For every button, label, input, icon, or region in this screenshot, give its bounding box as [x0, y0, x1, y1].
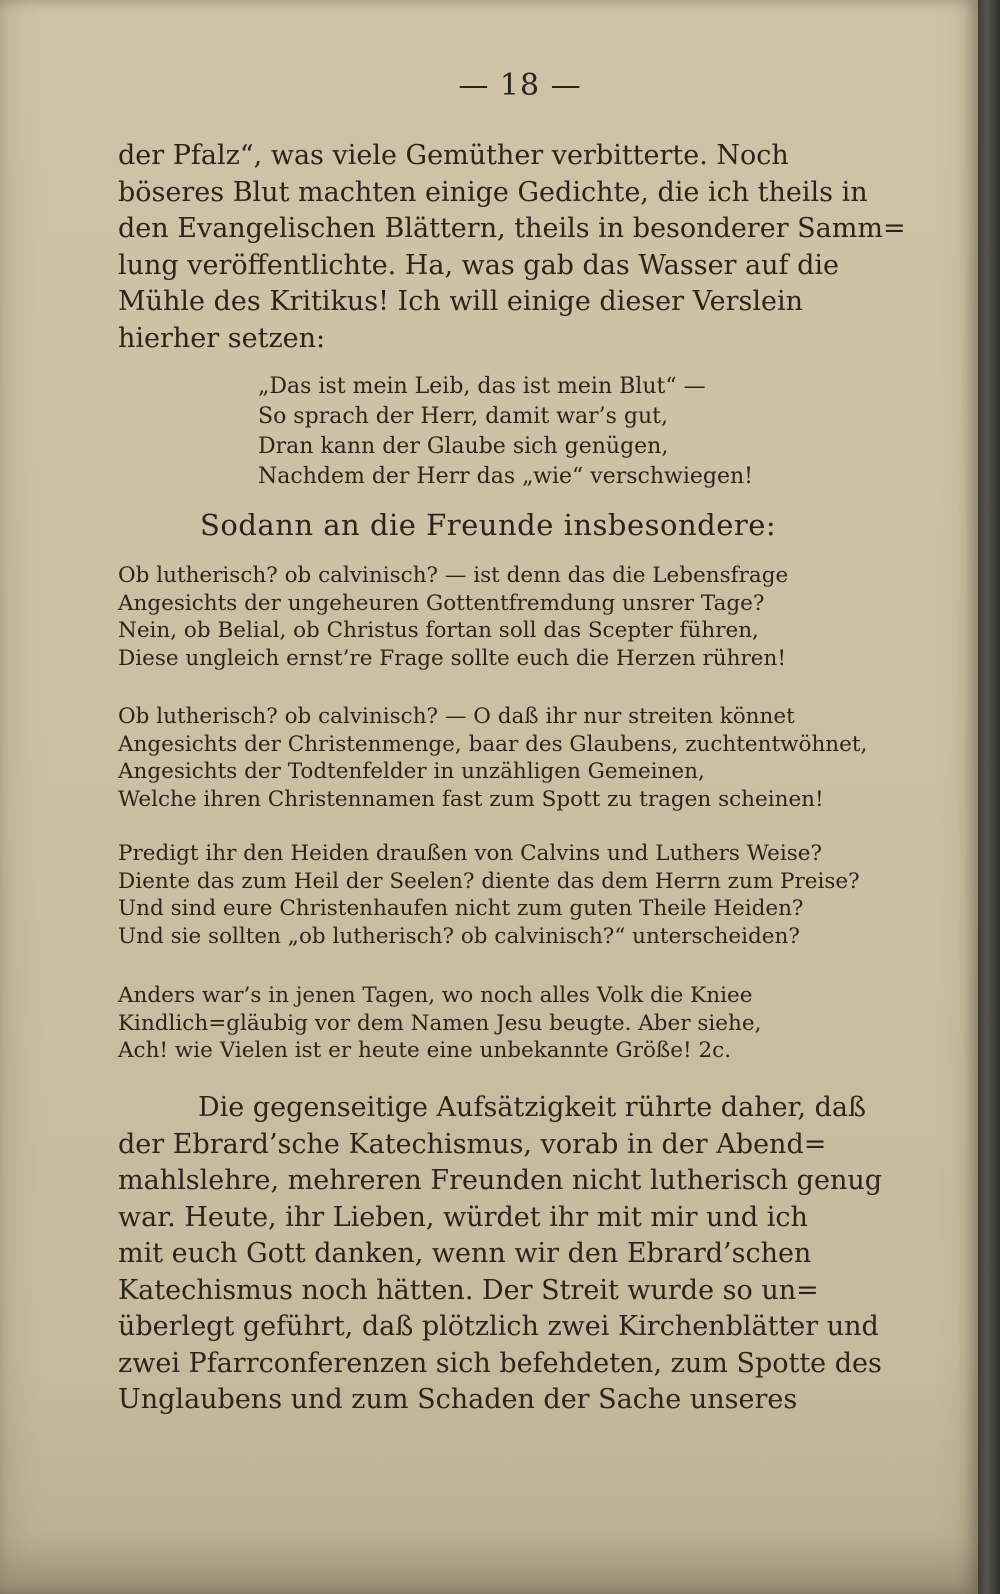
text-line: lung veröffentlichte. Ha, was gab das Wasser auf die	[118, 249, 840, 281]
text-line: Mühle des Kritikus! Ich will einige dieser Verslein	[118, 286, 804, 317]
stanza-3	[118, 840, 860, 950]
verse-quote	[258, 372, 753, 492]
text-line: böseres Blut machten einige Gedichte, die ich theils in	[118, 176, 868, 208]
stanza-line: Angesichts der ungeheuren Gottentfremdung unsrer Tage?	[118, 590, 765, 616]
stanza-line: Und sind eure Christenhaufen nicht zum guten Theile Heiden?	[118, 896, 804, 921]
text-line: der Ebrard’sche Katechismus, vorab in der Abend=	[118, 1128, 827, 1160]
text-line: der Pfalz“, was viele Gemüther verbitterte. Noch	[118, 140, 789, 171]
text-line: mahlslehre, mehreren Freunden nicht lutherisch genug	[118, 1165, 883, 1196]
text-line: Unglaubens und zum Schaden der Sache unseres	[118, 1384, 798, 1415]
stanza-line: Angesichts der Christenmenge, baar des Glaubens, zuchtentwöhnet,	[118, 731, 868, 757]
text-line: mit euch Gott danken, wenn wir den Ebrard’schen	[118, 1238, 812, 1269]
text-line: zwei Pfarrconferenzen sich befehdeten, zum Spotte des	[118, 1347, 882, 1379]
text-line: hierher setzen:	[118, 322, 326, 354]
text-line: überlegt geführt, daß plötzlich zwei Kirchenblätter und	[118, 1311, 879, 1342]
stanza-line: Predigt ihr den Heiden draußen von Calvins und Luthers Weise?	[118, 841, 822, 866]
text-line: den Evangelischen Blättern, theils in besonderer Samm=	[118, 213, 906, 244]
stanza-line: Diese ungleich ernst’re Frage sollte euch die Herzen rühren!	[118, 645, 786, 671]
verse-line: Dran kann der Glaube sich genügen,	[258, 434, 669, 459]
text-line: Katechismus noch hätten. Der Streit wurde so un=	[118, 1274, 819, 1306]
verse-line: „Das ist mein Leib, das ist mein Blut“ —	[258, 374, 706, 399]
section-heading: Sodann an die Freunde insbesondere:	[200, 508, 777, 542]
page-number: — 18 —	[458, 68, 582, 103]
stanza-line: Angesichts der Todtenfelder in unzähligen Gemeinen,	[118, 759, 705, 784]
stanza-4	[118, 982, 761, 1065]
stanza-line: Anders war’s in jenen Tagen, wo noch alles Volk die Kniee	[118, 983, 753, 1008]
stanza-line: Kindlich=gläubig vor dem Namen Jesu beugte. Aber siehe,	[118, 1010, 762, 1036]
stanza-line: Ach! wie Vielen ist er heute eine unbekannte Größe! 2c.	[118, 1038, 732, 1063]
stanza-1	[118, 562, 788, 672]
stanza-2	[118, 703, 867, 813]
stanza-line: Diente das zum Heil der Seelen? diente das dem Herrn zum Preise?	[118, 868, 860, 894]
stanza-line: Und sie sollten „ob lutherisch? ob calvinisch?“ unterscheiden?	[118, 923, 800, 949]
stanza-line: Ob lutherisch? ob calvinisch? — ist denn das die Lebensfrage	[118, 563, 789, 588]
text-line: Die gegenseitige Aufsätzigkeit rührte daher, daß	[198, 1092, 867, 1123]
intro-paragraph	[118, 138, 918, 357]
stanza-line: Nein, ob Belial, ob Christus fortan soll das Scepter führen,	[118, 618, 759, 643]
closing-paragraph	[118, 1090, 918, 1419]
verse-line: Nachdem der Herr das „wie“ verschwiegen!	[258, 464, 754, 489]
book-page-edge	[978, 0, 1000, 1594]
verse-line: So sprach der Herr, damit war’s gut,	[258, 404, 668, 429]
stanza-line: Welche ihren Christennamen fast zum Spott zu tragen scheinen!	[118, 786, 824, 812]
text-line: war. Heute, ihr Lieben, würdet ihr mit mir und ich	[118, 1201, 808, 1233]
stanza-line: Ob lutherisch? ob calvinisch? — O daß ihr nur streiten könnet	[118, 704, 795, 729]
